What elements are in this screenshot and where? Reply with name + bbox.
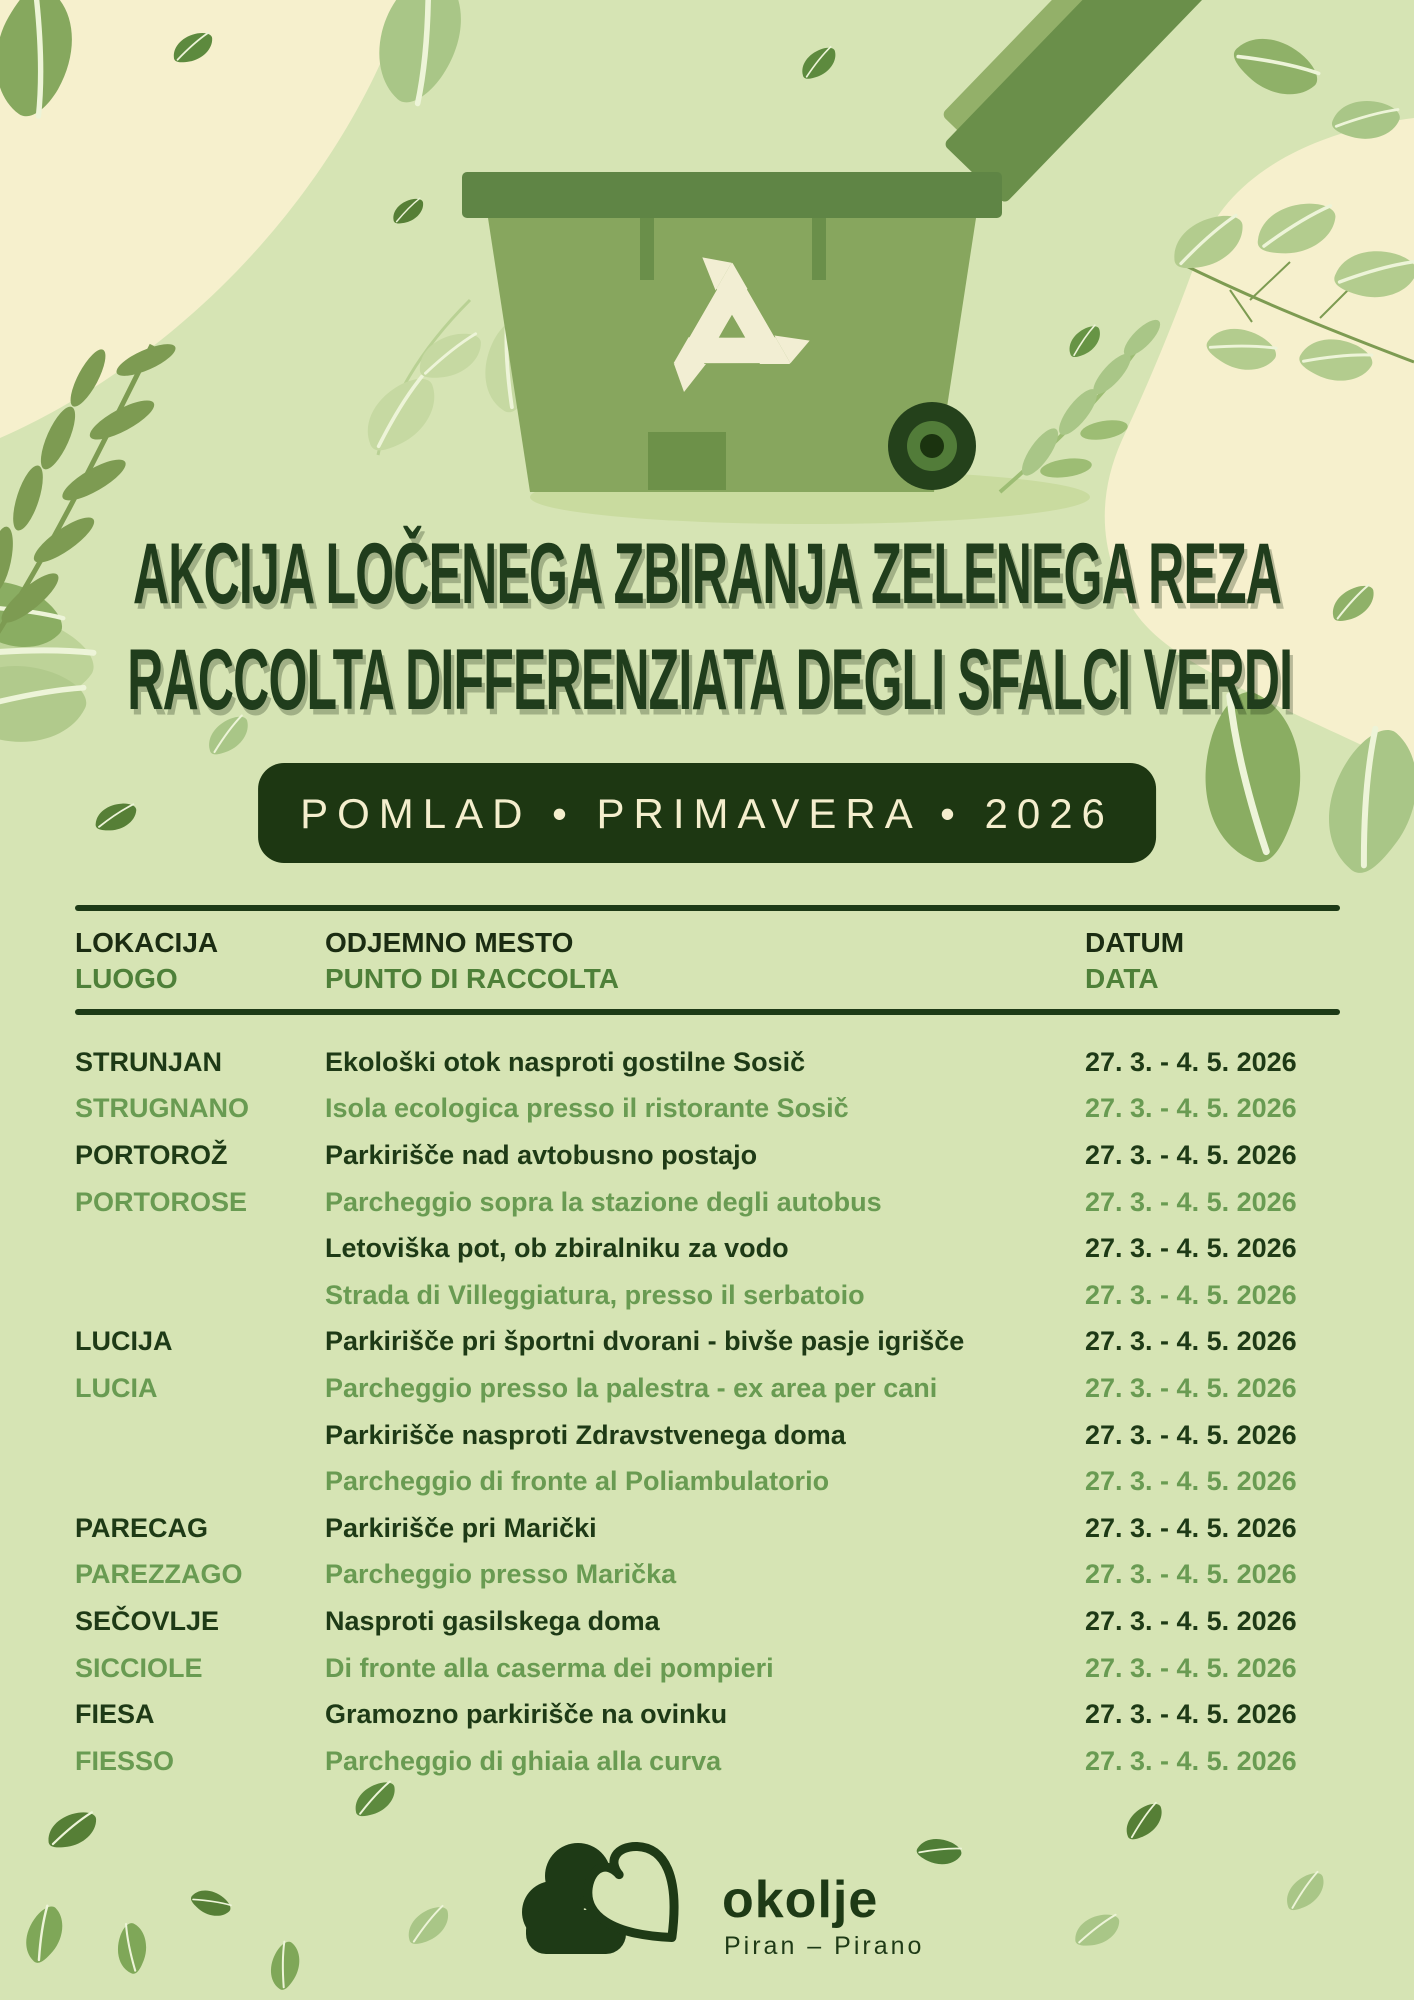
leaf-icon — [1227, 22, 1326, 112]
leaf-icon — [93, 801, 139, 833]
table-row — [75, 1598, 1340, 1645]
table-row — [75, 1179, 1340, 1226]
row-date: 27. 3. - 4. 5. 2026 — [1085, 1233, 1297, 1264]
header-collection-point — [325, 925, 1085, 997]
poster-title — [0, 520, 1414, 732]
table-row — [75, 1225, 1340, 1272]
row-point: Letoviška pot, ob zbiralniku za vodo — [325, 1233, 789, 1264]
row-date: 27. 3. - 4. 5. 2026 — [1085, 1559, 1297, 1590]
row-date: 27. 3. - 4. 5. 2026 — [1085, 1699, 1297, 1730]
row-location: PORTOROŽ — [75, 1139, 228, 1170]
recycling-bin-illustration — [352, 0, 1221, 524]
row-location: STRUGNANO — [75, 1093, 249, 1124]
header-date-sl: DATUM — [1085, 927, 1185, 958]
season-badge: POMLAD • PRIMAVERA • 2026 — [258, 763, 1156, 863]
row-point: Nasproti gasilskega doma — [325, 1605, 660, 1636]
logo-subtitle: Piran – Pirano — [724, 1932, 925, 1960]
leaf-icon — [1071, 1911, 1124, 1949]
table-row — [75, 1086, 1340, 1133]
table-row — [75, 1132, 1340, 1179]
row-location: SICCIOLE — [75, 1652, 203, 1683]
table-row — [75, 1412, 1340, 1459]
header-location-it: LUOGO — [75, 963, 178, 994]
title-line-slovenian: AKCIJA LOČENEGA ZBIRANJA ZELENEGA REZA — [132, 524, 1282, 622]
row-location: FIESA — [75, 1699, 155, 1730]
header-date-it: DATA — [1085, 963, 1159, 994]
leaf-icon — [263, 1938, 308, 1993]
row-point: Parcheggio di fronte al Poliambulatorio — [325, 1466, 830, 1497]
leaf-icon — [15, 1901, 73, 1967]
table-row — [75, 1738, 1340, 1785]
bin-wheel — [888, 402, 976, 490]
row-date: 27. 3. - 4. 5. 2026 — [1085, 1326, 1297, 1357]
row-location: PARECAG — [75, 1512, 209, 1543]
table-row — [75, 1505, 1340, 1552]
row-date: 27. 3. - 4. 5. 2026 — [1085, 1512, 1297, 1543]
table-row — [75, 1039, 1340, 1086]
leaf-icon — [796, 44, 842, 83]
leaf-icon — [401, 1902, 456, 1949]
table-row — [75, 1319, 1340, 1366]
row-location: PAREZZAGO — [75, 1559, 243, 1590]
row-location: LUCIA — [75, 1372, 158, 1403]
row-date: 27. 3. - 4. 5. 2026 — [1085, 1605, 1297, 1636]
bin-lid-bar — [462, 172, 1002, 218]
leaf-icon — [188, 1883, 234, 1924]
row-point: Gramozno parkirišče na ovinku — [325, 1699, 728, 1730]
table-row — [75, 1365, 1340, 1412]
header-date — [1085, 925, 1340, 997]
leaf-icon — [915, 1833, 964, 1871]
heart-cloud-logo-icon — [520, 1826, 700, 1966]
table-row — [75, 1691, 1340, 1738]
table-row — [75, 1645, 1340, 1692]
row-date: 27. 3. - 4. 5. 2026 — [1085, 1186, 1297, 1217]
leaf-icon — [389, 195, 428, 226]
table-row — [75, 1552, 1340, 1599]
row-date: 27. 3. - 4. 5. 2026 — [1085, 1046, 1297, 1077]
table-row — [75, 1272, 1340, 1319]
row-point: Isola ecologica presso il ristorante Sosič — [325, 1093, 849, 1124]
row-point: Ekološki otok nasproti gostilne Sosič — [325, 1046, 806, 1077]
leaf-icon — [1279, 1868, 1332, 1915]
row-date: 27. 3. - 4. 5. 2026 — [1085, 1419, 1297, 1450]
header-location — [75, 925, 325, 997]
bin-base-panel — [648, 432, 726, 490]
row-date: 27. 3. - 4. 5. 2026 — [1085, 1279, 1297, 1310]
table-row — [75, 1458, 1340, 1505]
row-point: Parcheggio sopra la stazione degli autobus — [325, 1186, 882, 1217]
leaf-icon — [1119, 1799, 1170, 1844]
row-date: 27. 3. - 4. 5. 2026 — [1085, 1372, 1297, 1403]
collection-schedule-table — [75, 905, 1340, 1785]
table-body — [75, 1039, 1340, 1785]
row-point: Parkirišče pri Marički — [325, 1512, 597, 1543]
row-date: 27. 3. - 4. 5. 2026 — [1085, 1139, 1297, 1170]
row-point: Parcheggio di ghiaia alla curva — [325, 1745, 722, 1776]
row-point: Parcheggio presso la palestra - ex area per cani — [325, 1372, 938, 1403]
title-line-italian: RACCOLTA DIFFERENZIATA DEGLI SFALCI VERDI — [127, 630, 1293, 728]
row-location: SEČOVLJE — [75, 1605, 220, 1636]
leaf-icon — [1063, 322, 1107, 361]
row-location: PORTOROSE — [75, 1186, 248, 1217]
row-point: Parkirišče nasproti Zdravstvenega doma — [325, 1419, 846, 1450]
leaf-icon — [113, 1921, 151, 1975]
row-date: 27. 3. - 4. 5. 2026 — [1085, 1745, 1297, 1776]
leaf-icon — [43, 1808, 102, 1852]
table-header — [75, 911, 1340, 1009]
row-point: Di fronte alla caserma dei pompieri — [325, 1652, 774, 1683]
header-point-it: PUNTO DI RACCOLTA — [325, 963, 619, 994]
row-date: 27. 3. - 4. 5. 2026 — [1085, 1652, 1297, 1683]
logo-name: okolje — [722, 1871, 879, 1929]
row-location: FIESSO — [75, 1745, 175, 1776]
row-location: STRUNJAN — [75, 1046, 223, 1077]
table-rule-bottom — [75, 1009, 1340, 1015]
row-date: 27. 3. - 4. 5. 2026 — [1085, 1466, 1297, 1497]
row-point: Parkirišče pri športni dvorani - bivše pasje igrišče — [325, 1326, 965, 1357]
header-point-sl: ODJEMNO MESTO — [325, 927, 574, 958]
row-point: Parcheggio presso Marička — [325, 1559, 677, 1590]
row-point: Strada di Villeggiatura, presso il serbatoio — [325, 1279, 865, 1310]
row-date: 27. 3. - 4. 5. 2026 — [1085, 1093, 1297, 1124]
row-location: LUCIJA — [75, 1326, 173, 1357]
header-location-sl: LOKACIJA — [75, 927, 219, 958]
row-point: Parkirišče nad avtobusno postajo — [325, 1139, 758, 1170]
